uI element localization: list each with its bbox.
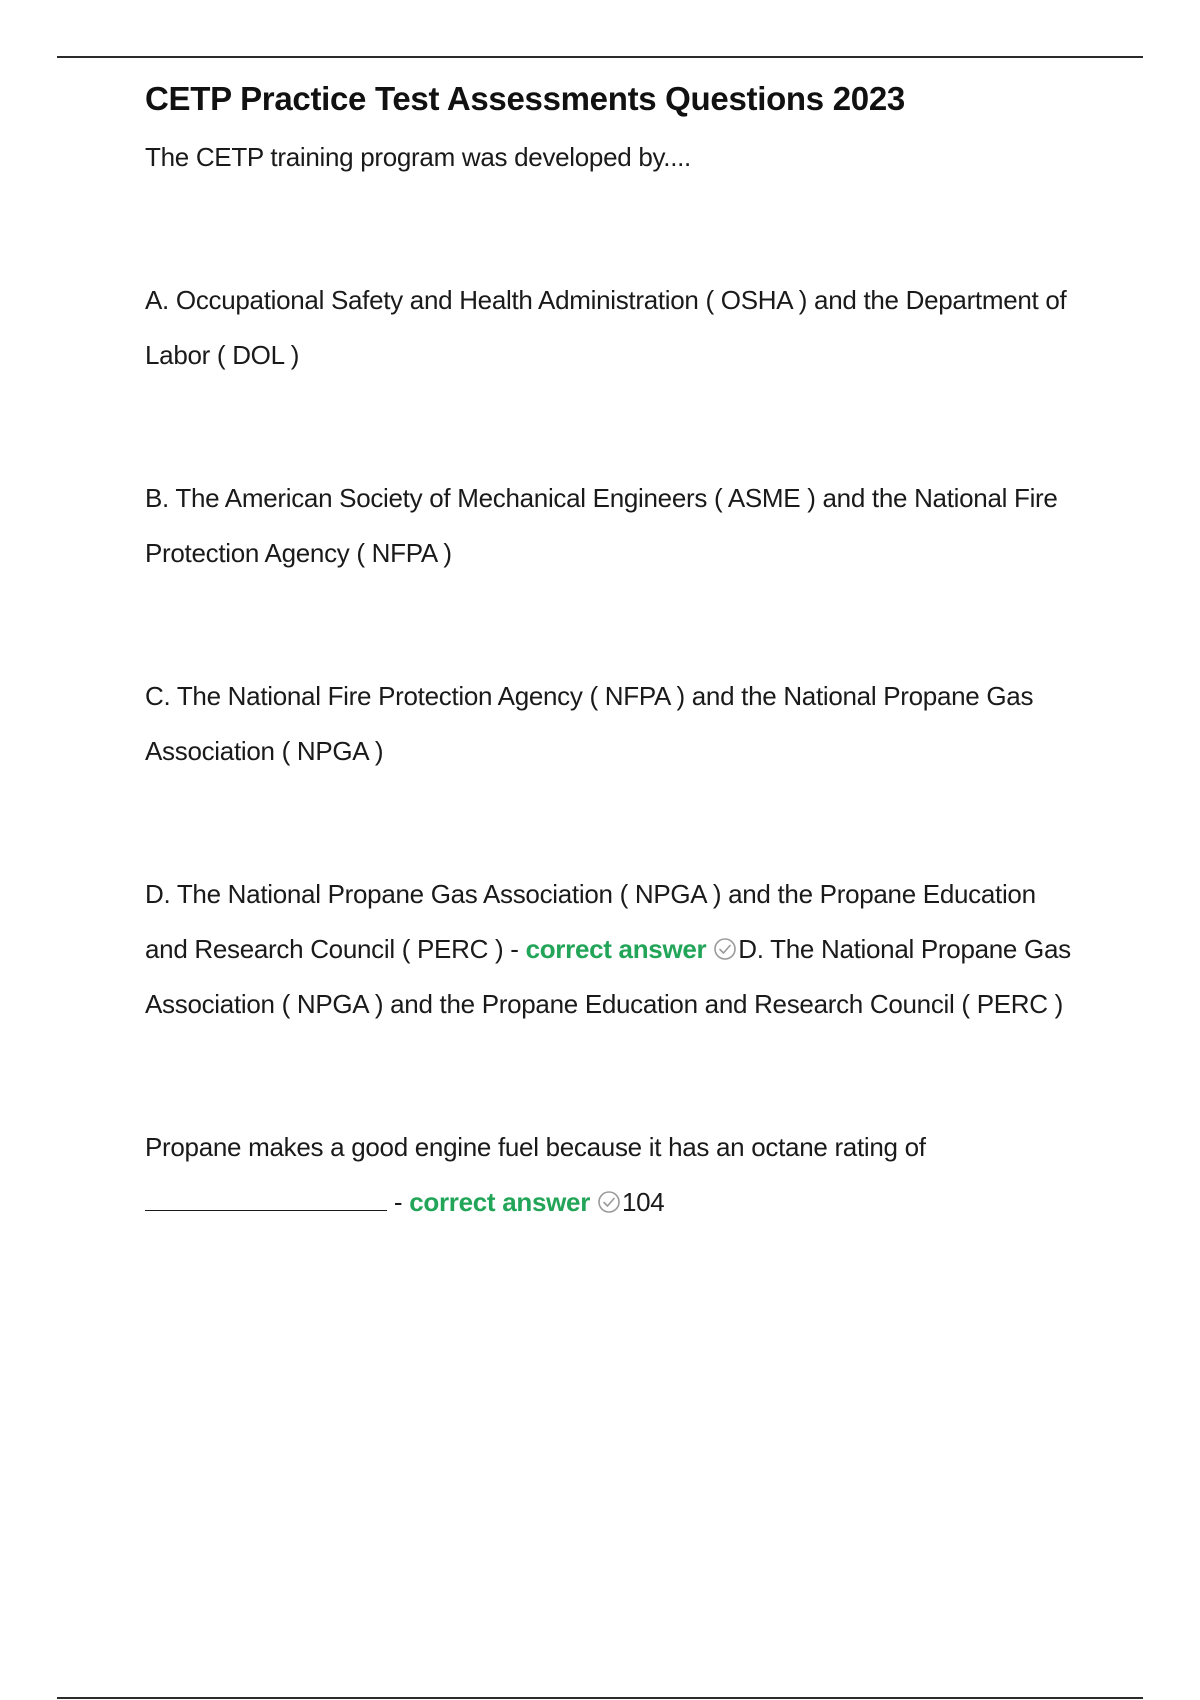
option-d-text: D. The National Propane Gas Association ( NPGA ) and the Propane Education and Research Council ( PERC ) - [145,879,1036,964]
bottom-rule [57,1697,1143,1699]
spacer [145,581,1085,669]
document-body [145,70,1085,1230]
document-title: CETP Practice Test Assessments Questions 2023 [145,80,905,117]
option-c: C. The National Fire Protection Agency ( NFPA ) and the National Propane Gas Association ( NPGA ) [145,681,1034,766]
check-circle-icon [597,1190,621,1214]
spacer [145,185,1085,273]
spacer [145,779,1085,867]
spacer [145,1032,1085,1120]
spacer [145,383,1085,471]
answer-text: D. The National Propane Gas Association ( NPGA ) and the Propane Education and Research Council ( PERC ) [145,934,1071,1019]
correct-answer-label: correct answer [409,1187,591,1217]
answer-blank [145,1188,387,1211]
question-2-prompt: Propane makes a good engine fuel because it has an octane rating of [145,1132,926,1162]
check-circle-icon [713,937,737,961]
option-d-with-answer [145,867,1085,1032]
option-b: B. The American Society of Mechanical Engineers ( ASME ) and the National Fire Protection Agency ( NFPA ) [145,483,1058,568]
answer-text: 104 [621,1187,665,1217]
correct-answer-label: correct answer [525,934,707,964]
question-1-prompt: The CETP training program was developed by.... [145,142,691,172]
question-2 [145,1120,1085,1230]
question-2-dash: - [387,1187,403,1217]
option-a: A. Occupational Safety and Health Administration ( OSHA ) and the Department of Labor ( DOL ) [145,285,1067,370]
top-rule [57,56,1143,58]
